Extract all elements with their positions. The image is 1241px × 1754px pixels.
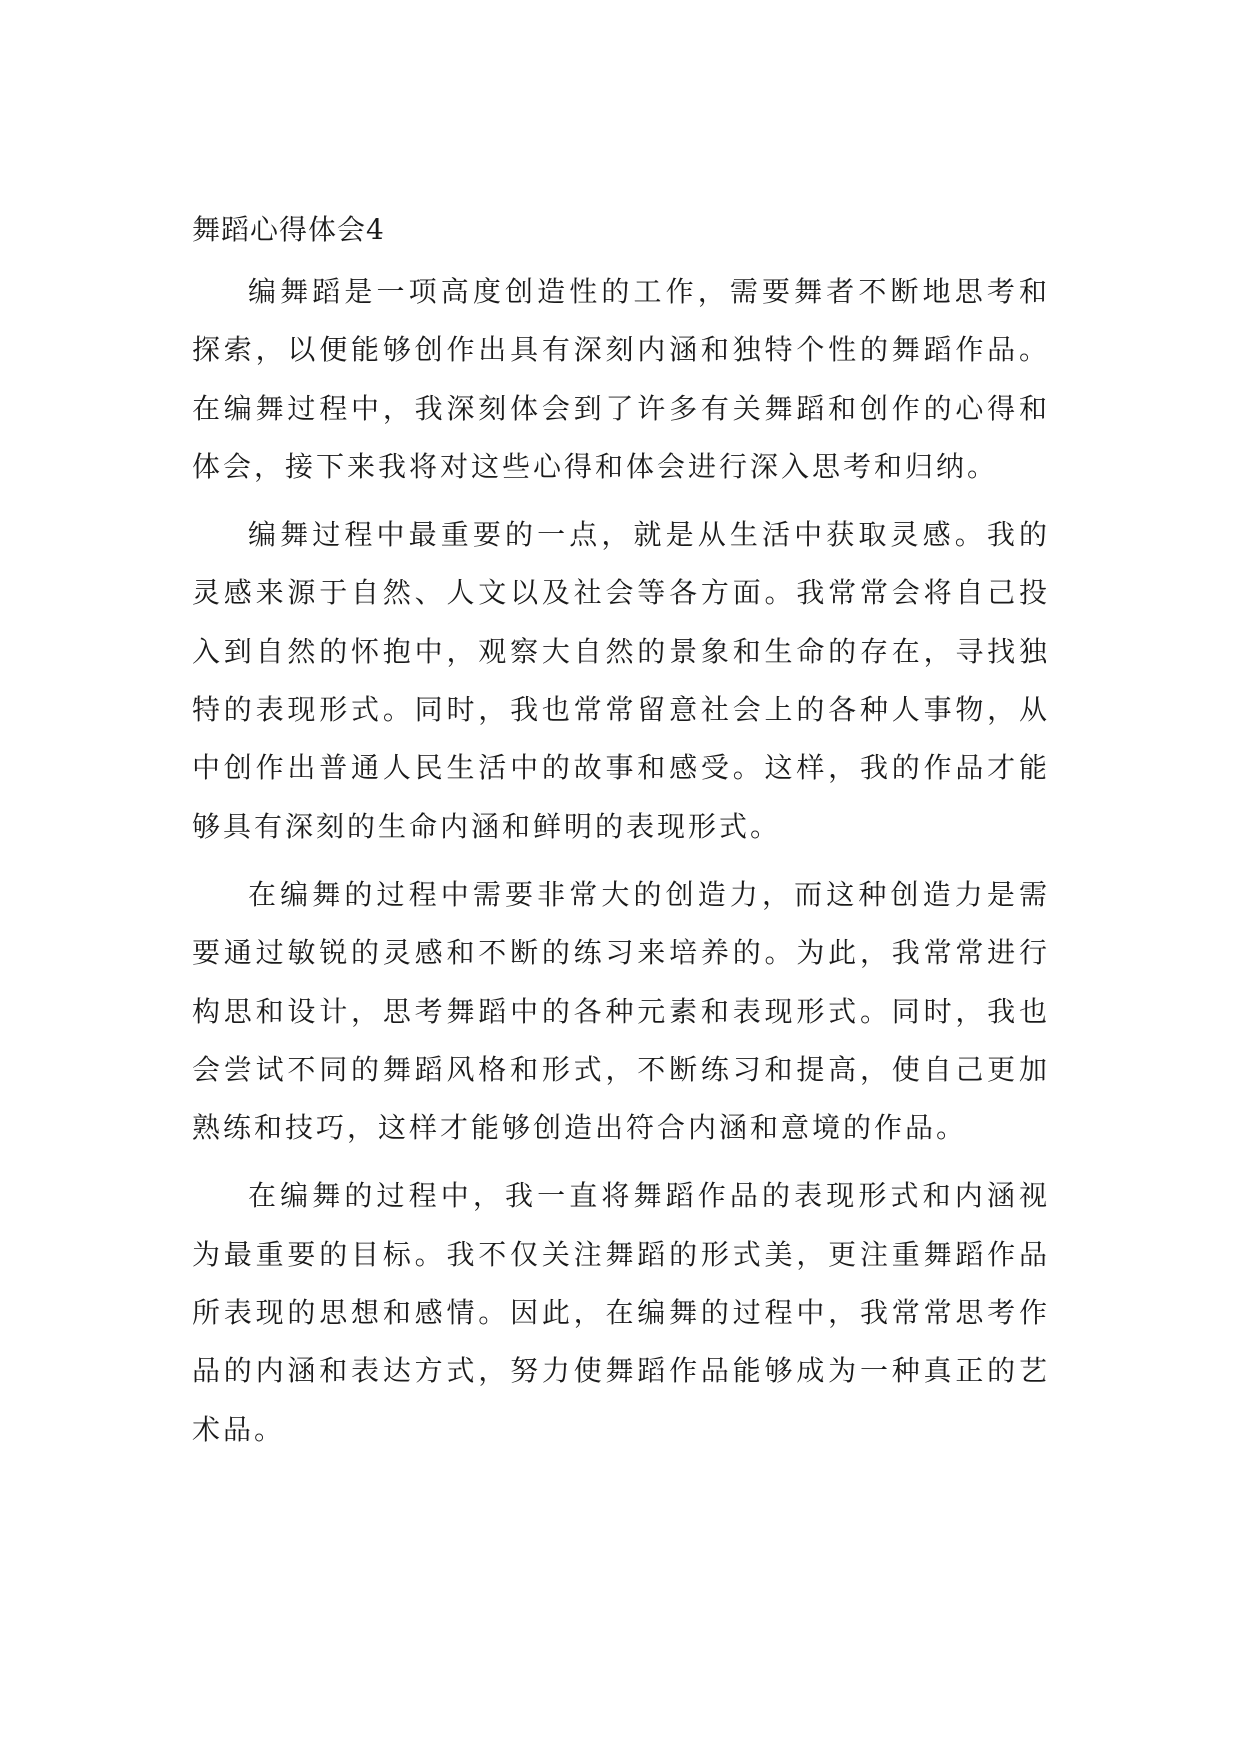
document-page [192,205,1050,1469]
document-title: 舞蹈心得体会4 [192,213,385,246]
paragraph-2: 编舞过程中最重要的一点，就是从生活中获取灵感。我的灵感来源于自然、人文以及社会等各方面。我常常会将自己投入到自然的怀抱中，观察大自然的景象和生命的存在，寻找独特的表现形式。同时，我也常常留意社会上的各种人事物，从中创作出普通人民生活中的故事和感受。这样，我的作品才能够具有深刻的生命内涵和鲜明的表现形式。 [192,518,1050,843]
paragraph-1: 编舞蹈是一项高度创造性的工作，需要舞者不断地思考和探索，以便能够创作出具有深刻内涵和独特个性的舞蹈作品。在编舞过程中，我深刻体会到了许多有关舞蹈和创作的心得和体会，接下来我将对这些心得和体会进行深入思考和归纳。 [192,275,1050,483]
paragraph-4: 在编舞的过程中，我一直将舞蹈作品的表现形式和内涵视为最重要的目标。我不仅关注舞蹈的形式美，更注重舞蹈作品所表现的思想和感情。因此，在编舞的过程中，我常常思考作品的内涵和表达方式，努力使舞蹈作品能够成为一种真正的艺术品。 [192,1179,1050,1446]
paragraph-3: 在编舞的过程中需要非常大的创造力，而这种创造力是需要通过敏锐的灵感和不断的练习来培养的。为此，我常常进行构思和设计，思考舞蹈中的各种元素和表现形式。同时，我也会尝试不同的舞蹈风格和形式，不断练习和提高，使自己更加熟练和技巧，这样才能够创造出符合内涵和意境的作品。 [192,877,1050,1145]
